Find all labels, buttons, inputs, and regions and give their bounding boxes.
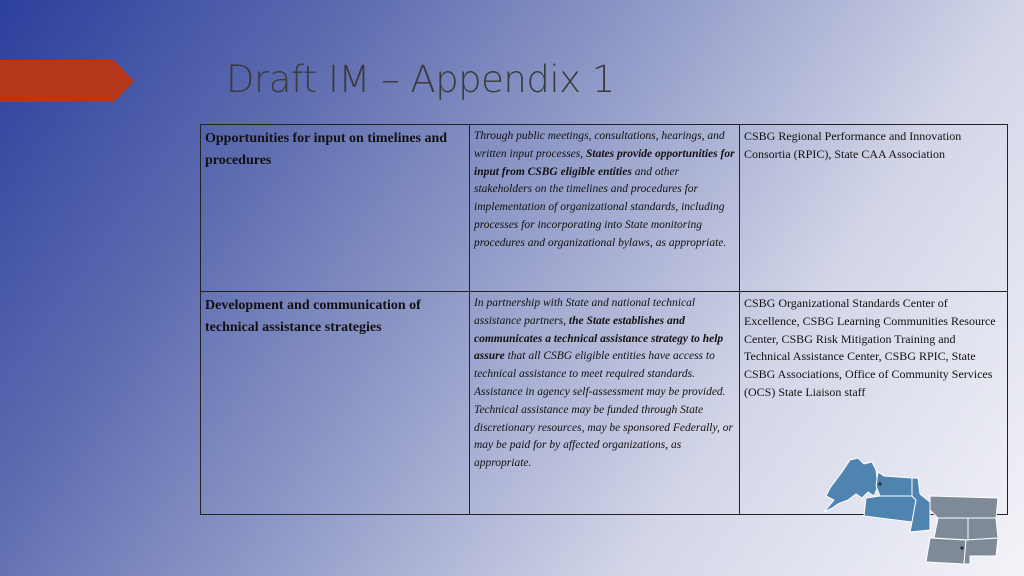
resources-cell: CSBG Regional Performance and Innovation Consortia (RPIC), State CAA Association (740, 125, 1008, 292)
decorative-arrow (0, 60, 134, 102)
description-text: In partnership with State and national technical assistance partners, (474, 297, 696, 327)
description-text: and other stakeholders on the timelines and procedures for implementation of organizational standards, including processes for incorporating into State monitoring procedures and organizational bylaws, as appropriate. (474, 165, 727, 249)
colorado-shape (926, 538, 966, 564)
element-cell: Development and communication of technical assistance strategies (201, 292, 470, 515)
resources-cell: CSBG Organizational Standards Center of Excellence, CSBG Learning Communities Resource Center, CSBG Risk Mitigation Training and Technical Assistance Center, CSBG RPIC, State CSBG Associations, Office of Community Services (OCS) State Liaison staff (740, 292, 1008, 515)
description-emphasis: the State establishes and communicates a technical assistance strategy to help assure (474, 314, 724, 363)
us-region-map-icon (820, 452, 1004, 568)
dakotas-shape (968, 518, 998, 540)
element-cell: Opportunities for input on timelines and procedures (201, 125, 470, 292)
capital-dot (960, 546, 963, 549)
description-text: Through public meetings, consultations, hearings, and written input processes, (474, 130, 725, 160)
description-emphasis: States provide opportunities for input from CSBG eligible entities (474, 147, 735, 178)
description-cell (470, 125, 740, 292)
description-text: that all CSBG eligible entities have access to technical assistance to meet required standards. Assistance in agency self-assessment may be provided. Technical assistance may be funded through State discretionary resources, may be sponsored Federally, or may be paid for by affected organizations, as appropriate. (474, 350, 733, 470)
wyoming-shape (934, 518, 968, 540)
description-cell (470, 292, 740, 515)
utah-shape (964, 538, 998, 564)
montana-shape (930, 496, 998, 518)
capital-dot (878, 482, 881, 485)
table-row (201, 125, 1008, 292)
oregon-shape (864, 496, 916, 522)
slide-title: Draft IM – Appendix 1 (226, 58, 615, 101)
